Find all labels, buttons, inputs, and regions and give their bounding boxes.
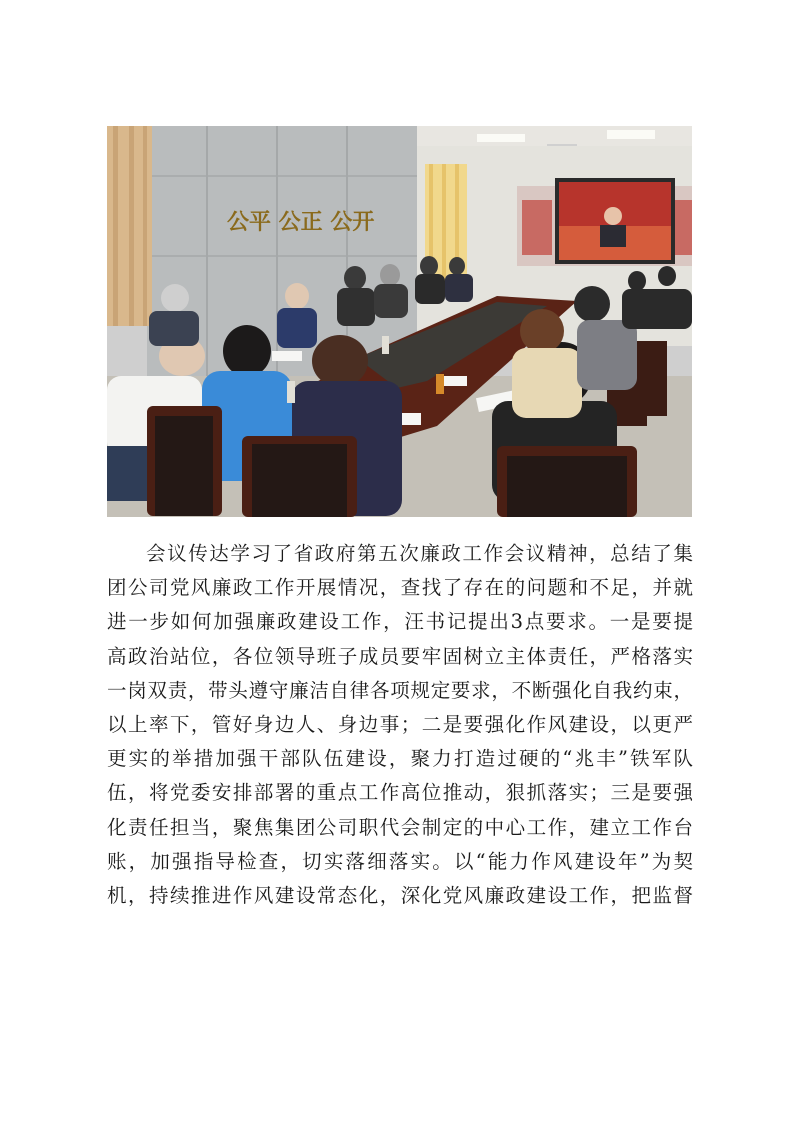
body-line: 团公司党风廉政工作开展情况，查找了存在的问题和不足，并就 [107, 576, 693, 600]
body-line: 更实的举措加强干部队伍建设，聚力打造过硬的“兆丰”铁军队 [107, 747, 693, 771]
body-line: 高政治站位，各位领导班子成员要牢固树立主体责任，严格落实 [107, 644, 693, 668]
body-line: 一岗双责，带头遵守廉洁自律各项规定要求，不断强化自我约束， [107, 678, 693, 702]
body-line: 伍，将党委安排部署的重点工作高位推动，狠抓落实；三是要强 [107, 781, 693, 805]
meeting-room-illustration [107, 126, 692, 517]
body-line: 会议传达学习了省政府第五次廉政工作会议精神，总结了集 [146, 542, 693, 565]
body-line: 以上率下，管好身边人、身边事；二是要强化作风建设，以更严 [107, 712, 693, 736]
body-paragraph [107, 537, 693, 913]
wall-sign: 公平 公正 公开 [227, 209, 375, 235]
meeting-photo [107, 126, 692, 517]
body-line: 进一步如何加强廉政建设工作，汪书记提出3点要求。一是要提 [107, 610, 693, 634]
body-line: 机，持续推进作风建设常态化，深化党风廉政建设工作，把监督 [107, 883, 693, 907]
body-line: 化责任担当，聚焦集团公司职代会制定的中心工作，建立工作台 [107, 815, 693, 839]
body-line: 账，加强指导检查，切实落细落实。以“能力作风建设年”为契 [107, 849, 693, 873]
